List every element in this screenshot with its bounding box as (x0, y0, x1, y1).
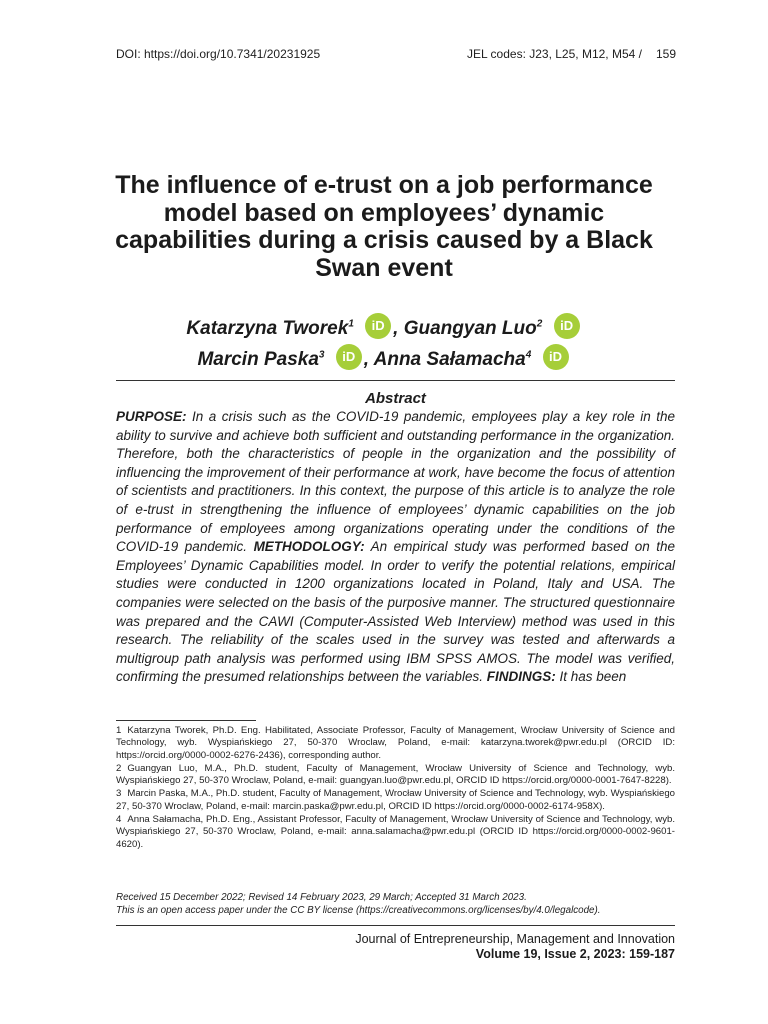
footnote (116, 763, 675, 788)
footnote-text: Anna Sałamacha, Ph.D. Eng., Assistant Professor, Faculty of Management, Wrocław University of Science and Technology, wyb. Wyspiańskiego 27, 50-370 Wroclaw, Poland, e-mail: anna.salamacha@pwr.edu.pl (ORCID ID https://orcid.org/0000-0002-9601-4620). (116, 814, 675, 850)
author-affiliation-mark: 3 (318, 349, 325, 361)
footnote-number: 2 (116, 762, 122, 774)
findings-label: FINDINGS: (486, 669, 556, 685)
author-affiliation-mark: 2 (536, 318, 543, 330)
footnote-text: Marcin Paska, M.A., Ph.D. student, Faculty of Management, Wrocław University of Science and Technology, wyb. Wyspiańskiego 27, 50-370 Wroclaw, Poland, e-mail: marcin.paska@pwr.edu.pl, ORCID ID https://orcid.org/0000-0002-6174-958X). (116, 788, 675, 812)
footnote-divider (116, 720, 256, 721)
orcid-icon[interactable]: iD (554, 313, 580, 339)
orcid-icon[interactable]: iD (543, 344, 569, 370)
methodology-label: METHODOLOGY: (253, 539, 365, 555)
journal-name: Journal of Entrepreneurship, Management and Innovation (355, 932, 675, 946)
footnote (116, 725, 675, 762)
findings-text: It has been (555, 669, 627, 685)
author-separator: , (363, 349, 374, 370)
abstract-body (116, 408, 675, 687)
author-line-2 (100, 344, 668, 375)
divider (116, 925, 675, 926)
author-name: Katarzyna Tworek (186, 318, 349, 339)
footnote-number: 3 (116, 788, 122, 800)
footnote-text: Guangyan Luo, M.A., Ph.D. student, Faculty of Management, Wrocław University of Science and Technology, wyb. Wyspiańskiego 27, 50-370 Wroclaw, Poland, e-mail: guangyan.luo@pwr.edu.pl, ORCID ID https://orcid.org/0000-0001-7647-8228). (116, 762, 675, 787)
journal-volume: Volume 19, Issue 2, 2023: 159-187 (475, 947, 675, 961)
footnote (116, 814, 675, 851)
purpose-label: PURPOSE: (116, 409, 187, 424)
footnote-number: 4 (116, 814, 122, 826)
methodology-text: An empirical study was performed based on the Employees’ Dynamic Capabilities model. In order to verify the potential relations, empirical studies were conducted in 1200 organizations located in Poland, Italy and USA. The companies were selected on the basis of the purposive manner. The structured questionnaire was prepared and the CAWI (Computer-Assisted Web Interview) method was used in this research. The reliability of the scales used in the survey was tested and afterwards a multigroup path analysis was performed using IBM SPSS AMOS. The model was verified, confirming the presumed relationships between the variables. (116, 539, 675, 685)
author-name: Marcin Paska (197, 349, 319, 370)
author-list (100, 313, 668, 375)
paper-title: The influence of e-trust on a job performance model based on employees’ dynamic capabilities during a crisis caused by a Black Swan event (115, 171, 653, 282)
author-line-1 (100, 313, 668, 344)
author-separator: , (393, 318, 404, 339)
publication-history (116, 892, 675, 917)
header-right (467, 47, 676, 61)
orcid-icon[interactable]: iD (365, 313, 391, 339)
author-affiliation-mark: 4 (525, 349, 532, 361)
footnote-number: 1 (116, 725, 122, 736)
author-name: Anna Sałamacha (373, 349, 526, 370)
received-dates: Received 15 December 2022; Revised 14 February 2023, 29 March; Accepted 31 March 2023. (116, 892, 527, 903)
purpose-text: In a crisis such as the COVID-19 pandemic, employees play a key role in the ability to survive and achieve both sufficient and outstanding performance in the organization. Therefore, both the characteristics of people in the organization and the possibility of influencing the improvement of their performance at work, have become the focus of attention of scientists and practitioners. In this context, the purpose of this article is to analyze the role of e-trust in strengthening the influence of employees’ dynamic capabilities on the job performance of employees among organizations operating under the conditions of the COVID-19 pandemic. (116, 409, 675, 555)
footnotes (116, 725, 675, 852)
orcid-icon[interactable]: iD (336, 344, 362, 370)
abstract-heading: Abstract (365, 390, 426, 407)
footnote-text: Katarzyna Tworek, Ph.D. Eng. Habilitated, Associate Professor, Faculty of Management, Wrocław University of Science and Technology, wyb. Wyspiańskiego 27, 50-370 Wroclaw, Poland, e-mail: katarzyna.tworek@pwr.edu.pl (ORCID ID: https://orcid.org/0000-0002-6276-2436), corresponding author. (116, 725, 675, 761)
footnote (116, 788, 675, 813)
divider (116, 380, 675, 381)
author-name: Guangyan Luo (403, 318, 537, 339)
author-affiliation-mark: 1 (348, 318, 354, 330)
journal-footer (355, 932, 675, 962)
doi-link[interactable]: DOI: https://doi.org/10.7341/20231925 (116, 47, 321, 61)
jel-codes: JEL codes: J23, L25, M12, M54 / (466, 47, 642, 61)
license-note: This is an open access paper under the CC BY license (https://creativecommons.org/licenses/by/4.0/legalcode). (116, 904, 601, 916)
page-number: 159 (655, 47, 676, 61)
